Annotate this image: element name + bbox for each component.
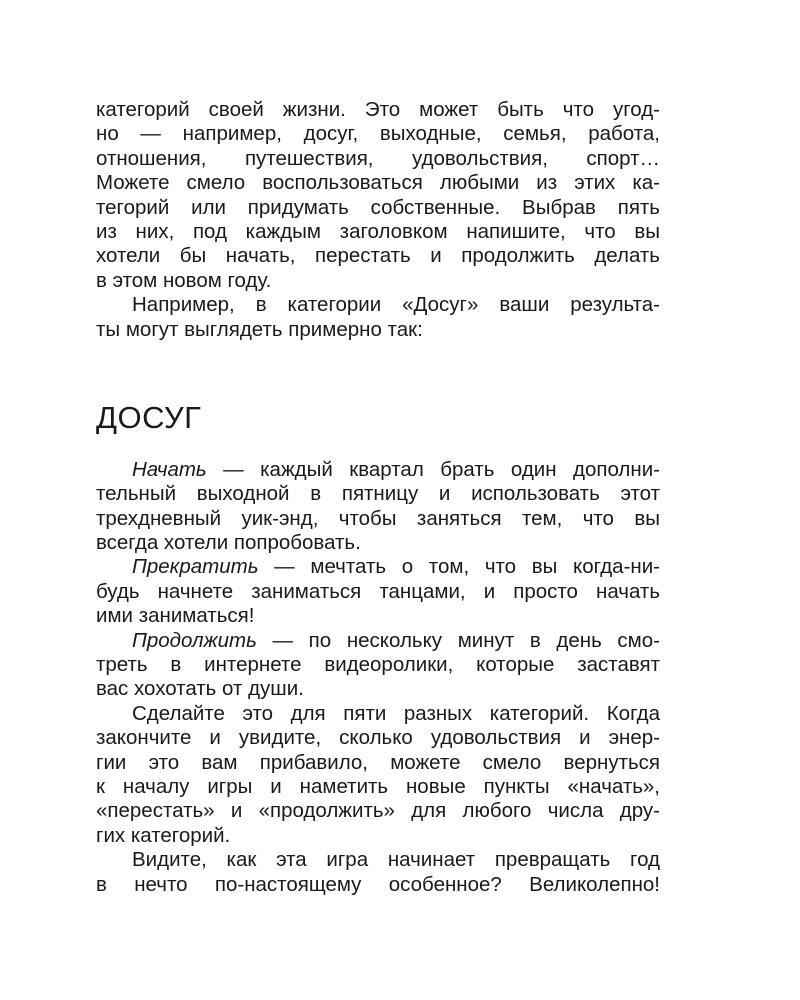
text-line: [96, 629, 660, 653]
text-line: из них, под каждым заголовком напишите, что вы: [96, 219, 660, 243]
text-line: ты могут выглядеть примерно так:: [96, 317, 423, 341]
text-line: отношения, путешествия, удовольствия, спорт…: [96, 146, 660, 170]
term-continue-rest: — по нескольку минут в день смо-: [256, 628, 660, 652]
text-line: треть в интернете видеоролики, которые заставят: [96, 653, 660, 677]
text-line: «перестать» и «продолжить» для любого числа дру-: [96, 799, 660, 823]
text-line: ими заниматься!: [96, 604, 255, 628]
book-page: [96, 98, 660, 897]
text-line: Видите, как эта игра начинает превращать год: [132, 848, 660, 872]
text-line: всегда хотели попробовать.: [96, 531, 361, 555]
text-line: закончите и увидите, сколько удовольствия и энер-: [96, 726, 660, 750]
start-paragraph: [96, 458, 660, 556]
example-paragraph: [96, 293, 660, 342]
text-line: будь начнете заниматься танцами, и просто начать: [96, 579, 660, 603]
stop-paragraph: [96, 555, 660, 628]
text-line: тегорий или придумать собственные. Выбрав пять: [96, 195, 660, 219]
intro-paragraph: [96, 98, 660, 293]
term-start: Начать: [132, 457, 207, 481]
text-line: [96, 458, 660, 482]
text-line: но — например, досуг, выходные, семья, работа,: [96, 122, 660, 146]
text-line: [96, 555, 660, 579]
text-line: в нечто по-настоящему особенное? Великолепно!: [96, 872, 660, 896]
text-line: категорий своей жизни. Это может быть что угод-: [96, 98, 660, 121]
text-line: тельный выходной в пятницу и использовать этот: [96, 482, 660, 506]
term-continue: Продолжить: [132, 628, 257, 652]
text-line: вас хохотать от души.: [96, 677, 304, 701]
text-line: Например, в категории «Досуг» ваши результа-: [132, 293, 660, 317]
text-line: в этом новом году.: [96, 268, 272, 292]
section-heading: ДОСУГ: [96, 399, 202, 435]
text-line: к началу игры и наметить новые пункты «начать»,: [96, 774, 660, 798]
after-paragraph: [96, 702, 660, 848]
term-start-rest: — каждый квартал брать один дополни-: [206, 457, 660, 481]
term-stop-rest: — мечтать о том, что вы когда-ни-: [258, 555, 660, 579]
text-line: гих категорий.: [96, 823, 231, 847]
text-line: хотели бы начать, перестать и продолжить делать: [96, 244, 660, 268]
term-stop: Прекратить: [132, 555, 259, 579]
text-line: Сделайте это для пяти разных категорий. Когда: [132, 701, 660, 725]
continue-paragraph: [96, 629, 660, 702]
text-line: трехдневный уик-энд, чтобы заняться тем, что вы: [96, 506, 660, 530]
final-paragraph: [96, 848, 660, 897]
section-spacer: [96, 342, 660, 400]
text-line: Можете смело воспользоваться любыми из этих ка-: [96, 171, 660, 195]
text-line: гии это вам прибавило, можете смело вернуться: [96, 750, 660, 774]
